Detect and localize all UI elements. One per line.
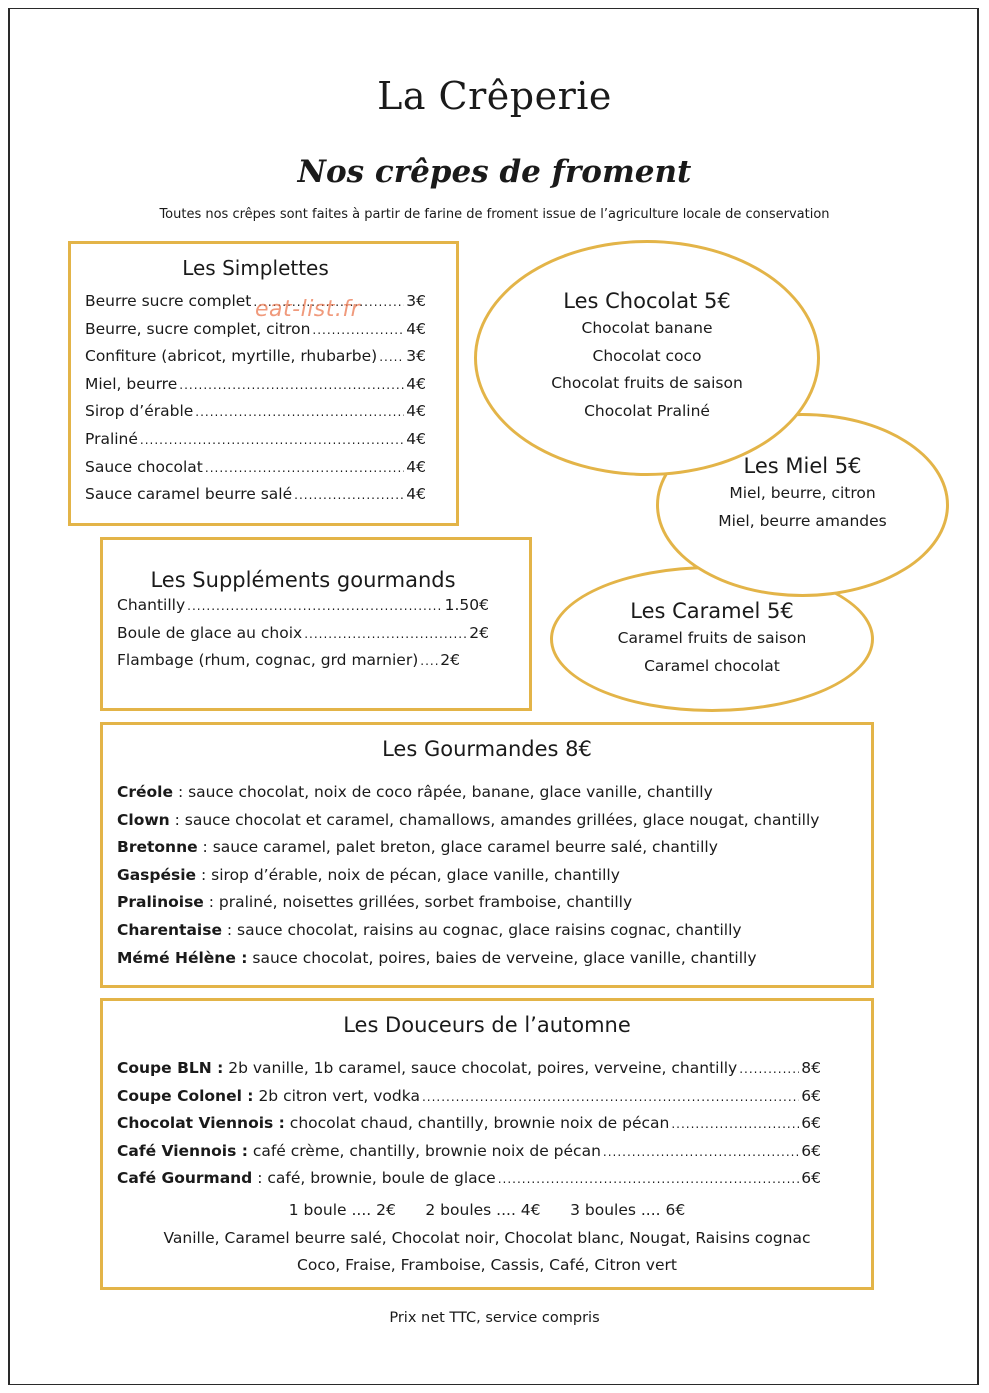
item-name: Praliné (85, 429, 138, 448)
gourmande-item (117, 862, 857, 890)
item-name: Sirop d’érable (85, 402, 194, 421)
supplements-title: Les Suppléments gourmands (150, 568, 456, 592)
menu-row (85, 320, 426, 348)
menu-row (85, 402, 426, 430)
menu-row (85, 375, 426, 403)
douceurs-box (100, 998, 874, 1290)
douceur-row (117, 1169, 821, 1197)
dot-leader (422, 1090, 799, 1104)
item-name: Pralinoise (117, 893, 204, 912)
item-name: Sauce chocolat (85, 457, 203, 476)
gourmandes-box (100, 722, 874, 988)
menu-row (117, 651, 489, 679)
dot-leader (294, 488, 404, 502)
douceur-row (117, 1114, 821, 1142)
item-name-bold: Café Viennois : (117, 1141, 248, 1160)
supplements-box (100, 537, 532, 711)
item-name: Flambage (rhum, cognac, grd marnier) (117, 651, 419, 670)
flavours-line-1: Vanille, Caramel beurre salé, Chocolat noir, Chocolat blanc, Nougat, Raisins cognac (163, 1228, 811, 1247)
gourmande-item (117, 917, 857, 945)
dot-leader (140, 433, 404, 447)
item-price: 4€ (406, 319, 426, 338)
gourmandes-title: Les Gourmandes 8€ (382, 737, 592, 761)
dot-leader (498, 1172, 800, 1186)
item-name (117, 1087, 420, 1105)
item-name (117, 1142, 601, 1160)
flavours-line-2: Coco, Fraise, Framboise, Cassis, Café, Citron vert (297, 1256, 677, 1275)
caramel-item: Caramel fruits de saison (617, 629, 807, 647)
miel-item: Miel, beurre, citron (729, 484, 876, 502)
item-price: 6€ (801, 1141, 821, 1160)
item-name: Créole (117, 783, 174, 801)
item-name: Beurre, sucre complet, citron (85, 319, 311, 338)
menu-row (85, 430, 426, 458)
item-name: Miel, beurre (85, 374, 178, 393)
item-desc: : sauce caramel, palet breton, glace caramel beurre salé, chantilly (197, 838, 718, 857)
simplettes-list (85, 292, 426, 513)
gourmande-item (117, 889, 857, 917)
item-price: 4€ (406, 457, 426, 476)
item-price: 8€ (801, 1059, 821, 1077)
item-price: 3€ (406, 347, 426, 366)
miel-item: Miel, beurre amandes (718, 511, 887, 530)
section-subtitle: Nos crêpes de froment (297, 154, 692, 190)
dot-leader (739, 1062, 799, 1076)
item-price: 4€ (406, 429, 426, 448)
item-name-bold: Café Gourmand (117, 1169, 253, 1188)
item-name (117, 1114, 669, 1132)
menu-row (85, 458, 426, 486)
page-title: La Crêperie (377, 74, 612, 118)
chocolat-item: Chocolat banane (581, 319, 713, 337)
item-name: Bretonne (117, 838, 198, 857)
douceur-row (117, 1142, 821, 1170)
dot-leader (379, 350, 404, 364)
item-price: 6€ (801, 1169, 821, 1188)
gourmande-item (117, 834, 857, 862)
douceur-row (117, 1059, 821, 1087)
item-name-bold: Chocolat Viennois : (117, 1114, 285, 1133)
item-name: Mémé Hélène : (117, 948, 248, 967)
item-desc: : sirop d’érable, noix de pécan, glace vanille, chantilly (196, 865, 620, 884)
footer-note: Prix net TTC, service compris (389, 1310, 600, 1326)
item-price: 6€ (801, 1114, 821, 1133)
dot-leader (187, 599, 442, 613)
item-name-bold: Coupe BLN : (117, 1059, 224, 1077)
simplettes-title: Les Simplettes (182, 256, 329, 280)
item-desc: : sauce chocolat, raisins au cognac, glace raisins cognac, chantilly (221, 920, 742, 939)
item-price: 1.50€ (444, 596, 489, 614)
item-desc: 2b vanille, 1b caramel, sauce chocolat, poires, verveine, chantilly (223, 1059, 738, 1077)
item-price: 6€ (801, 1086, 821, 1105)
douceurs-title: Les Douceurs de l’automne (343, 1013, 631, 1037)
item-name (117, 1169, 496, 1187)
item-name: Confiture (abricot, myrtille, rhubarbe) (85, 347, 378, 366)
item-desc: : café, brownie, boule de glace (252, 1169, 496, 1188)
item-price: 4€ (406, 374, 426, 393)
chocolat-item: Chocolat fruits de saison (551, 374, 743, 393)
miel-title: Les Miel 5€ (743, 454, 862, 478)
item-price: 2€ (440, 651, 460, 670)
boules-prices: 1 boule .... 2€ 2 boules .... 4€ 3 boules .... 6€ (288, 1200, 686, 1219)
chocolat-item: Chocolat Praliné (584, 401, 710, 420)
item-desc: : praliné, noisettes grillées, sorbet framboise, chantilly (203, 893, 633, 912)
dot-leader (312, 323, 404, 337)
caramel-title: Les Caramel 5€ (630, 599, 794, 623)
watermark: eat-list.fr (255, 297, 361, 322)
gourmande-item (117, 807, 857, 835)
item-name: Gaspésie (117, 865, 197, 884)
menu-row (85, 485, 426, 513)
chocolat-title: Les Chocolat 5€ (563, 289, 731, 313)
dot-leader (205, 461, 404, 475)
item-desc: 2b citron vert, vodka (253, 1086, 420, 1105)
item-price: 2€ (469, 623, 489, 642)
item-price: 4€ (406, 402, 426, 421)
menu-row (117, 624, 489, 652)
item-name (117, 1059, 737, 1077)
dot-leader (603, 1145, 799, 1159)
menu-row (85, 347, 426, 375)
dot-leader (304, 627, 467, 641)
simplettes-box (68, 241, 459, 526)
item-desc: café crème, chantilly, brownie noix de pécan (247, 1141, 601, 1160)
gourmande-item (117, 945, 857, 973)
item-name: Sauce caramel beurre salé (85, 485, 293, 504)
chocolat-item: Chocolat coco (592, 346, 702, 365)
menu-row (117, 596, 489, 624)
dot-leader (195, 405, 404, 419)
item-name: Chantilly (117, 596, 186, 614)
dot-leader (179, 378, 404, 392)
dot-leader (671, 1117, 799, 1131)
item-name: Charentaise (117, 920, 222, 939)
item-name: Beurre sucre complet (85, 292, 252, 310)
item-desc: : sauce chocolat et caramel, chamallows, amandes grillées, glace nougat, chantilly (169, 810, 820, 829)
gourmande-item (117, 779, 857, 807)
item-name: Boule de glace au choix (117, 623, 303, 642)
item-price: 4€ (406, 485, 426, 504)
item-desc: chocolat chaud, chantilly, brownie noix de pécan (284, 1114, 670, 1133)
caramel-item: Caramel chocolat (644, 656, 780, 675)
chocolat-ellipse (474, 240, 820, 476)
douceur-row (117, 1087, 821, 1115)
item-name-bold: Coupe Colonel : (117, 1086, 254, 1105)
item-desc: : sauce chocolat, noix de coco râpée, banane, glace vanille, chantilly (173, 783, 713, 801)
item-desc: sauce chocolat, poires, baies de verveine, glace vanille, chantilly (247, 948, 757, 967)
item-price: 3€ (406, 292, 426, 310)
dot-leader (420, 654, 438, 668)
item-name: Clown (117, 810, 170, 829)
intro-text: Toutes nos crêpes sont faites à partir de farine de froment issue de l’agriculture locale de conservation (159, 207, 830, 222)
